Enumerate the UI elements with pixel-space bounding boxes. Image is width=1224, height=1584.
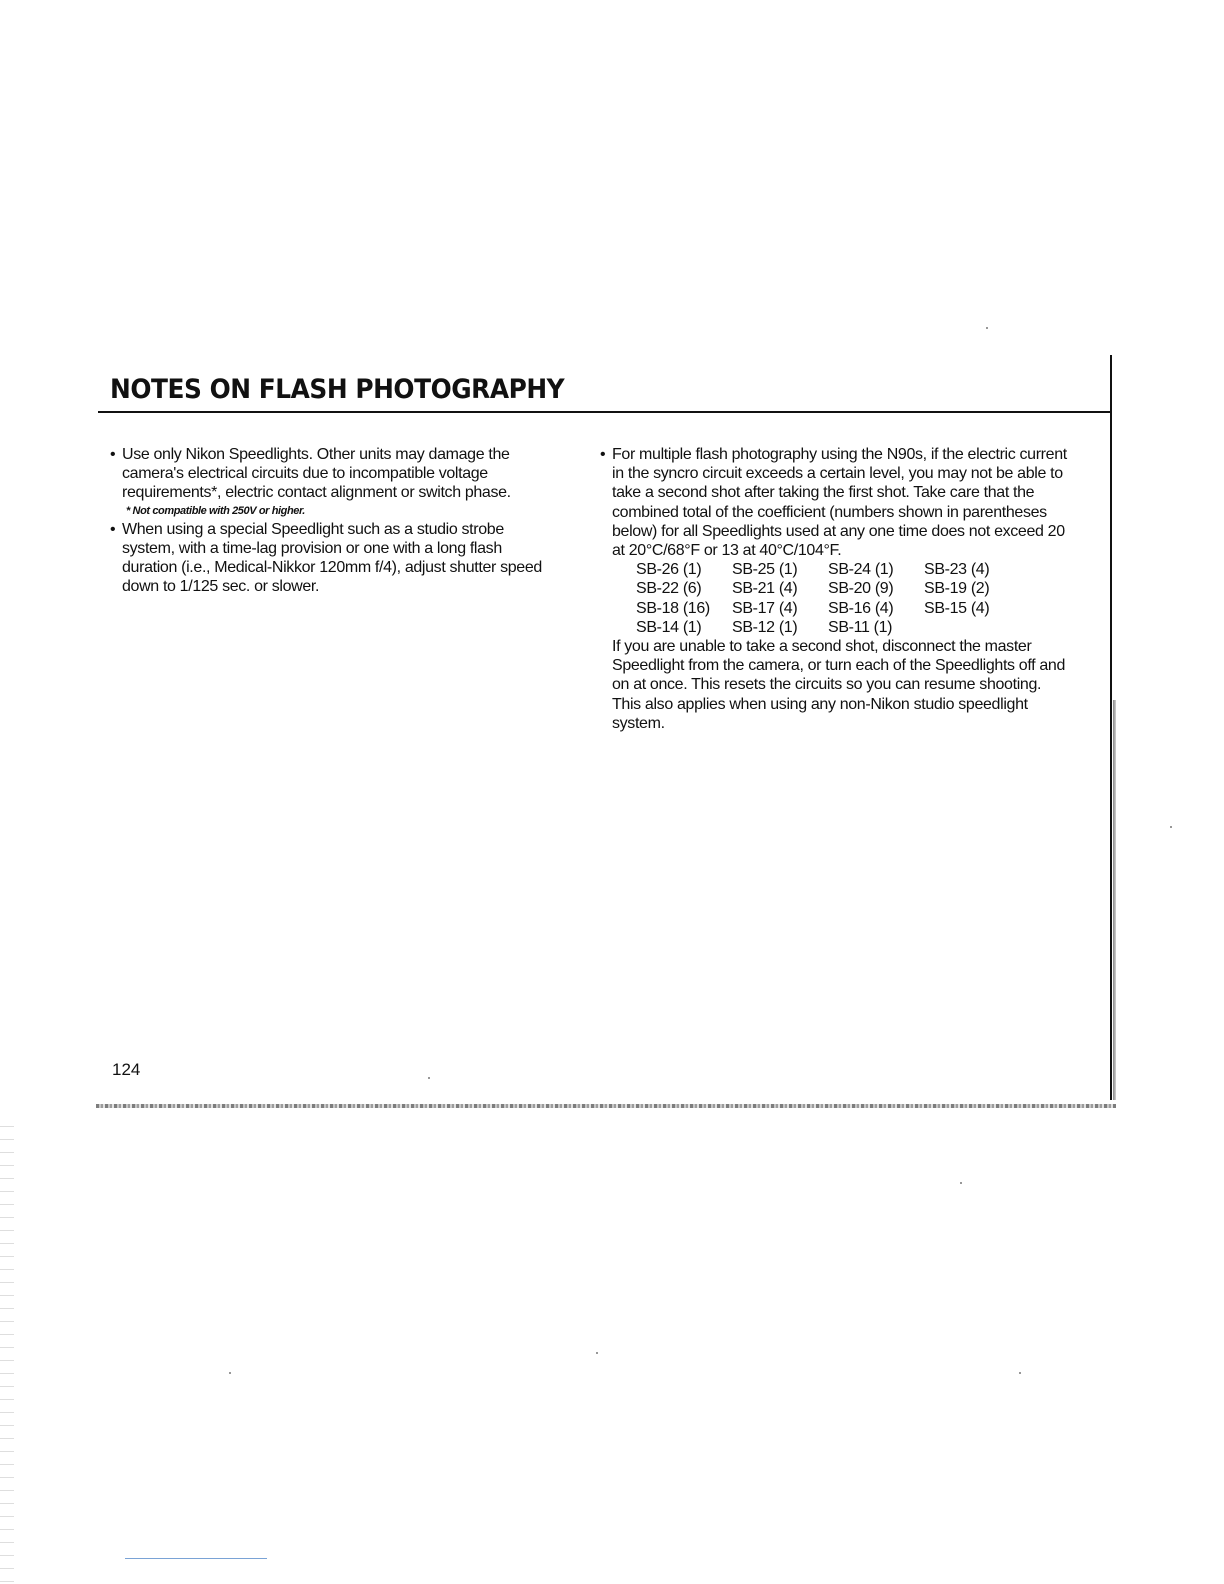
page-edge-shadow bbox=[1113, 700, 1116, 1100]
scan-edge-artifact bbox=[0, 1120, 14, 1584]
speedlight-entry: SB-12 (1) bbox=[732, 618, 798, 636]
speedlight-entry: SB-18 (16) bbox=[636, 599, 710, 617]
page-edge-line bbox=[1110, 355, 1112, 1100]
page-title: NOTES ON FLASH PHOTOGRAPHY bbox=[110, 374, 565, 405]
scan-speck bbox=[1019, 1372, 1021, 1374]
bullet-icon: • bbox=[110, 446, 116, 463]
speedlight-entry: SB-16 (4) bbox=[828, 599, 894, 617]
title-rule bbox=[98, 411, 1112, 413]
speedlight-entry: SB-14 (1) bbox=[636, 618, 702, 636]
bullet-icon: • bbox=[110, 520, 116, 538]
speedlight-entry: SB-11 (1) bbox=[828, 618, 893, 636]
speedlight-entry: SB-24 (1) bbox=[828, 561, 894, 579]
paragraph-reset-circuits: If you are unable to take a second shot, disconnect the master Speedlight from the camera, or turn each of the Speedlights off and on at once. This resets the circuits so you can resume shooting. bbox=[612, 638, 1065, 694]
bullet-icon: • bbox=[600, 446, 606, 463]
scan-speck bbox=[428, 1077, 430, 1079]
note-multiple-flash bbox=[600, 445, 1075, 560]
left-column bbox=[110, 445, 560, 596]
note-text: Use only Nikon Speedlights. Other units may damage the camera's electrical circuits due to incompatible voltage requirements*, electric contact alignment or switch phase. bbox=[122, 446, 511, 502]
scan-speck bbox=[596, 1352, 598, 1354]
note-studio-strobe bbox=[110, 520, 560, 597]
scan-speck bbox=[960, 1182, 962, 1184]
speedlight-coefficient-table bbox=[600, 560, 1075, 637]
bottom-underline bbox=[125, 1558, 267, 1559]
speedlight-entry: SB-25 (1) bbox=[732, 561, 798, 579]
note-text: When using a special Speedlight such as a studio strobe system, with a time-lag provision or one with a long flash duration (i.e., Medical-Nikkor 120mm f/4), adjust shutter speed down to 1/125 sec. or slower. bbox=[122, 520, 542, 596]
scan-speck bbox=[229, 1372, 231, 1374]
footnote-voltage: * Not compatible with 250V or higher. bbox=[126, 504, 305, 517]
bottom-rule bbox=[96, 1104, 1116, 1108]
speedlight-entry: SB-15 (4) bbox=[924, 599, 990, 617]
speedlight-entry: SB-19 (2) bbox=[924, 580, 990, 598]
speedlight-entry: SB-22 (6) bbox=[636, 580, 702, 598]
scan-speck bbox=[986, 327, 988, 329]
paragraph-non-nikon: This also applies when using any non-Nikon studio speedlight system. bbox=[612, 695, 1028, 732]
speedlight-entry: SB-17 (4) bbox=[732, 599, 798, 617]
speedlight-entry: SB-26 (1) bbox=[636, 561, 702, 579]
note-text: For multiple flash photography using the N90s, if the electric current in the syncro circuit exceeds a certain level, you may not be able to take a second shot after taking the first shot. Take care that the combined total of the coefficient (numbers shown in parentheses below) for all Speedlights used at any one time does not exceed 20 at 20°C/68°F or 13 at 40°C/104°F. bbox=[612, 446, 1067, 560]
scan-speck bbox=[1170, 826, 1172, 828]
speedlight-entry: SB-20 (9) bbox=[828, 580, 894, 598]
page-number: 124 bbox=[112, 1060, 141, 1079]
right-column bbox=[600, 445, 1075, 733]
speedlight-entry: SB-23 (4) bbox=[924, 561, 990, 579]
note-nikon-speedlights bbox=[110, 445, 560, 503]
speedlight-entry: SB-21 (4) bbox=[732, 580, 798, 598]
